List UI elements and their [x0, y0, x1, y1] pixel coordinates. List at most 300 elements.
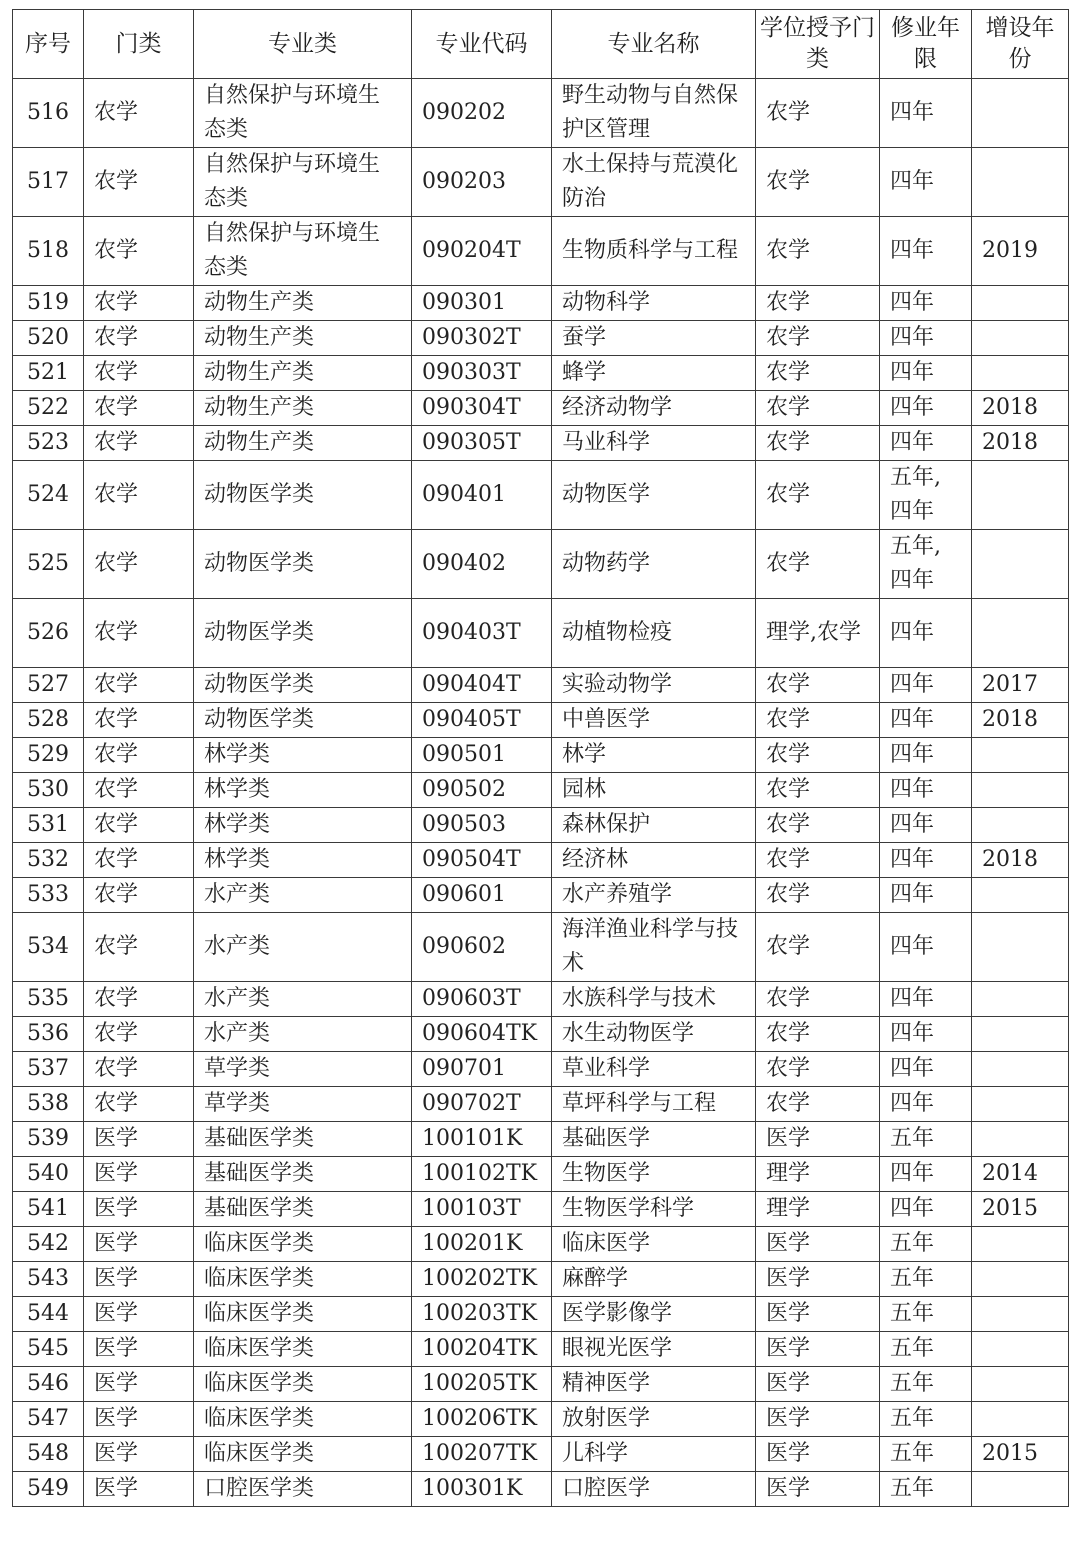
- cell-major-name: 麻醉学: [552, 1262, 756, 1297]
- cell-degree-category: 农学: [756, 1017, 880, 1052]
- cell-study-duration: 四年: [880, 878, 972, 913]
- cell-major-class: 动物医学类: [194, 530, 412, 599]
- cell-degree-category: 农学: [756, 843, 880, 878]
- cell-degree-category: 医学: [756, 1437, 880, 1472]
- cell-study-duration: 四年: [880, 773, 972, 808]
- table-row: [13, 1087, 1069, 1122]
- cell-degree-category: 农学: [756, 982, 880, 1017]
- cell-major-code: 100205TK: [412, 1367, 552, 1402]
- cell-degree-category: 农学: [756, 148, 880, 217]
- cell-year-added: [972, 1227, 1069, 1262]
- cell-major-class: 自然保护与环境生态类: [194, 148, 412, 217]
- table-row: [13, 1332, 1069, 1367]
- cell-major-name: 放射医学: [552, 1402, 756, 1437]
- cell-category: 农学: [84, 1017, 194, 1052]
- cell-year-added: [972, 982, 1069, 1017]
- cell-major-class: 林学类: [194, 738, 412, 773]
- cell-major-code: 090303T: [412, 356, 552, 391]
- header-major-class: 专业类: [194, 10, 412, 79]
- cell-category: 农学: [84, 1052, 194, 1087]
- cell-degree-category: 医学: [756, 1402, 880, 1437]
- cell-degree-category: 农学: [756, 286, 880, 321]
- cell-category: 农学: [84, 599, 194, 668]
- table-body: [13, 79, 1069, 1507]
- cell-major-code: 100204TK: [412, 1332, 552, 1367]
- cell-degree-category: 理学: [756, 1192, 880, 1227]
- cell-category: 农学: [84, 668, 194, 703]
- cell-serial-number: 519: [13, 286, 84, 321]
- cell-year-added: [972, 1017, 1069, 1052]
- cell-major-name: 精神医学: [552, 1367, 756, 1402]
- table-row: [13, 703, 1069, 738]
- header-degree-category: 学位授予门类: [756, 10, 880, 79]
- cell-year-added: [972, 321, 1069, 356]
- cell-category: 农学: [84, 461, 194, 530]
- cell-year-added: [972, 1052, 1069, 1087]
- cell-degree-category: 农学: [756, 356, 880, 391]
- cell-major-name: 蚕学: [552, 321, 756, 356]
- cell-serial-number: 523: [13, 426, 84, 461]
- cell-category: 农学: [84, 982, 194, 1017]
- table-row: [13, 1017, 1069, 1052]
- cell-major-class: 林学类: [194, 843, 412, 878]
- cell-major-code: 100207TK: [412, 1437, 552, 1472]
- cell-major-name: 动植物检疫: [552, 599, 756, 668]
- cell-major-code: 090701: [412, 1052, 552, 1087]
- cell-serial-number: 541: [13, 1192, 84, 1227]
- cell-major-code: 090204T: [412, 217, 552, 286]
- table-row: [13, 1262, 1069, 1297]
- cell-degree-category: 农学: [756, 1052, 880, 1087]
- cell-study-duration: 四年: [880, 703, 972, 738]
- cell-major-class: 动物生产类: [194, 286, 412, 321]
- cell-major-name: 医学影像学: [552, 1297, 756, 1332]
- table-row: [13, 79, 1069, 148]
- cell-serial-number: 530: [13, 773, 84, 808]
- cell-study-duration: 四年: [880, 286, 972, 321]
- cell-study-duration: 四年: [880, 1017, 972, 1052]
- cell-category: 医学: [84, 1227, 194, 1262]
- cell-study-duration: 四年: [880, 148, 972, 217]
- cell-study-duration: 四年: [880, 391, 972, 426]
- cell-degree-category: 农学: [756, 668, 880, 703]
- cell-year-added: 2018: [972, 843, 1069, 878]
- table-row: [13, 1367, 1069, 1402]
- cell-year-added: [972, 1297, 1069, 1332]
- cell-year-added: 2015: [972, 1437, 1069, 1472]
- table-row: [13, 843, 1069, 878]
- cell-major-code: 090401: [412, 461, 552, 530]
- header-year-added: 增设年份: [972, 10, 1069, 79]
- table-row: [13, 1157, 1069, 1192]
- table-row: [13, 1052, 1069, 1087]
- cell-major-class: 动物生产类: [194, 321, 412, 356]
- cell-major-code: 090604TK: [412, 1017, 552, 1052]
- cell-major-class: 草学类: [194, 1087, 412, 1122]
- cell-major-code: 090502: [412, 773, 552, 808]
- cell-degree-category: 医学: [756, 1472, 880, 1507]
- cell-category: 农学: [84, 356, 194, 391]
- cell-study-duration: 五年: [880, 1227, 972, 1262]
- cell-study-duration: 四年: [880, 1192, 972, 1227]
- cell-serial-number: 543: [13, 1262, 84, 1297]
- cell-major-name: 动物药学: [552, 530, 756, 599]
- cell-major-class: 水产类: [194, 982, 412, 1017]
- table-row: [13, 426, 1069, 461]
- cell-major-class: 水产类: [194, 913, 412, 982]
- table-row: [13, 599, 1069, 668]
- cell-category: 农学: [84, 148, 194, 217]
- cell-year-added: [972, 286, 1069, 321]
- cell-year-added: [972, 1332, 1069, 1367]
- cell-major-code: 090601: [412, 878, 552, 913]
- cell-category: 农学: [84, 808, 194, 843]
- cell-major-class: 自然保护与环境生态类: [194, 217, 412, 286]
- cell-year-added: [972, 530, 1069, 599]
- cell-degree-category: 医学: [756, 1332, 880, 1367]
- cell-major-name: 水产养殖学: [552, 878, 756, 913]
- cell-major-code: 090501: [412, 738, 552, 773]
- cell-category: 农学: [84, 738, 194, 773]
- cell-year-added: 2018: [972, 391, 1069, 426]
- cell-study-duration: 四年: [880, 843, 972, 878]
- table-row: [13, 148, 1069, 217]
- cell-major-name: 眼视光医学: [552, 1332, 756, 1367]
- cell-major-name: 蜂学: [552, 356, 756, 391]
- header-study-duration: 修业年限: [880, 10, 972, 79]
- cell-major-name: 草业科学: [552, 1052, 756, 1087]
- cell-major-code: 090403T: [412, 599, 552, 668]
- cell-serial-number: 527: [13, 668, 84, 703]
- cell-serial-number: 528: [13, 703, 84, 738]
- cell-major-name: 草坪科学与工程: [552, 1087, 756, 1122]
- cell-degree-category: 医学: [756, 1122, 880, 1157]
- cell-category: 农学: [84, 843, 194, 878]
- cell-year-added: 2019: [972, 217, 1069, 286]
- cell-major-class: 临床医学类: [194, 1367, 412, 1402]
- table-header-row: [13, 10, 1069, 79]
- cell-degree-category: 农学: [756, 530, 880, 599]
- cell-study-duration: 五年: [880, 1402, 972, 1437]
- cell-serial-number: 517: [13, 148, 84, 217]
- cell-major-name: 经济动物学: [552, 391, 756, 426]
- cell-study-duration: 四年: [880, 356, 972, 391]
- cell-serial-number: 537: [13, 1052, 84, 1087]
- cell-year-added: [972, 808, 1069, 843]
- cell-year-added: [972, 599, 1069, 668]
- table-row: [13, 738, 1069, 773]
- cell-serial-number: 520: [13, 321, 84, 356]
- cell-study-duration: 四年: [880, 426, 972, 461]
- cell-year-added: [972, 1087, 1069, 1122]
- cell-study-duration: 五年: [880, 1332, 972, 1367]
- cell-major-class: 自然保护与环境生态类: [194, 79, 412, 148]
- cell-serial-number: 518: [13, 217, 84, 286]
- majors-catalog-sheet: [12, 9, 1068, 1507]
- cell-study-duration: 五年,四年: [880, 530, 972, 599]
- table-row: [13, 1122, 1069, 1157]
- table-row: [13, 1192, 1069, 1227]
- cell-major-class: 水产类: [194, 1017, 412, 1052]
- cell-study-duration: 四年: [880, 913, 972, 982]
- cell-serial-number: 532: [13, 843, 84, 878]
- cell-category: 农学: [84, 391, 194, 426]
- table-row: [13, 808, 1069, 843]
- cell-category: 医学: [84, 1157, 194, 1192]
- cell-major-code: 090302T: [412, 321, 552, 356]
- cell-study-duration: 四年: [880, 1087, 972, 1122]
- cell-degree-category: 农学: [756, 738, 880, 773]
- cell-serial-number: 545: [13, 1332, 84, 1367]
- cell-year-added: [972, 1367, 1069, 1402]
- cell-year-added: [972, 356, 1069, 391]
- table-row: [13, 321, 1069, 356]
- cell-study-duration: 五年: [880, 1122, 972, 1157]
- cell-serial-number: 549: [13, 1472, 84, 1507]
- cell-serial-number: 531: [13, 808, 84, 843]
- cell-year-added: [972, 773, 1069, 808]
- cell-major-name: 实验动物学: [552, 668, 756, 703]
- header-major-name: 专业名称: [552, 10, 756, 79]
- cell-study-duration: 四年: [880, 217, 972, 286]
- cell-category: 农学: [84, 773, 194, 808]
- cell-major-name: 森林保护: [552, 808, 756, 843]
- table-row: [13, 1227, 1069, 1262]
- cell-major-class: 动物医学类: [194, 461, 412, 530]
- cell-major-name: 生物质科学与工程: [552, 217, 756, 286]
- cell-major-code: 090203: [412, 148, 552, 217]
- cell-study-duration: 四年: [880, 599, 972, 668]
- cell-year-added: [972, 878, 1069, 913]
- cell-study-duration: 四年: [880, 738, 972, 773]
- cell-category: 农学: [84, 530, 194, 599]
- cell-degree-category: 理学,农学: [756, 599, 880, 668]
- cell-degree-category: 农学: [756, 217, 880, 286]
- cell-major-name: 基础医学: [552, 1122, 756, 1157]
- cell-major-class: 临床医学类: [194, 1297, 412, 1332]
- cell-major-code: 090603T: [412, 982, 552, 1017]
- cell-major-code: 090402: [412, 530, 552, 599]
- cell-study-duration: 四年: [880, 1052, 972, 1087]
- cell-study-duration: 四年: [880, 982, 972, 1017]
- cell-major-code: 090702T: [412, 1087, 552, 1122]
- cell-major-name: 动物医学: [552, 461, 756, 530]
- cell-serial-number: 539: [13, 1122, 84, 1157]
- cell-serial-number: 540: [13, 1157, 84, 1192]
- cell-category: 医学: [84, 1472, 194, 1507]
- cell-major-name: 动物科学: [552, 286, 756, 321]
- cell-serial-number: 525: [13, 530, 84, 599]
- cell-category: 医学: [84, 1367, 194, 1402]
- cell-major-name: 园林: [552, 773, 756, 808]
- cell-major-name: 儿科学: [552, 1437, 756, 1472]
- cell-serial-number: 516: [13, 79, 84, 148]
- cell-study-duration: 五年: [880, 1297, 972, 1332]
- cell-major-class: 动物医学类: [194, 599, 412, 668]
- cell-major-class: 林学类: [194, 808, 412, 843]
- cell-study-duration: 五年: [880, 1367, 972, 1402]
- cell-study-duration: 五年: [880, 1262, 972, 1297]
- cell-major-class: 临床医学类: [194, 1332, 412, 1367]
- cell-study-duration: 四年: [880, 668, 972, 703]
- cell-major-class: 临床医学类: [194, 1227, 412, 1262]
- cell-category: 农学: [84, 913, 194, 982]
- cell-serial-number: 547: [13, 1402, 84, 1437]
- cell-major-name: 临床医学: [552, 1227, 756, 1262]
- majors-table: [12, 9, 1069, 1507]
- cell-category: 医学: [84, 1192, 194, 1227]
- cell-category: 农学: [84, 286, 194, 321]
- cell-degree-category: 农学: [756, 461, 880, 530]
- table-row: [13, 1472, 1069, 1507]
- cell-category: 农学: [84, 1087, 194, 1122]
- cell-year-added: [972, 79, 1069, 148]
- cell-major-code: 090301: [412, 286, 552, 321]
- cell-category: 医学: [84, 1332, 194, 1367]
- cell-degree-category: 医学: [756, 1227, 880, 1262]
- cell-year-added: 2018: [972, 426, 1069, 461]
- cell-major-name: 经济林: [552, 843, 756, 878]
- cell-category: 农学: [84, 217, 194, 286]
- table-row: [13, 878, 1069, 913]
- cell-major-class: 临床医学类: [194, 1262, 412, 1297]
- cell-major-name: 生物医学: [552, 1157, 756, 1192]
- cell-year-added: [972, 1262, 1069, 1297]
- cell-major-class: 基础医学类: [194, 1122, 412, 1157]
- cell-major-class: 草学类: [194, 1052, 412, 1087]
- table-row: [13, 461, 1069, 530]
- cell-major-class: 基础医学类: [194, 1157, 412, 1192]
- table-row: [13, 356, 1069, 391]
- cell-major-class: 临床医学类: [194, 1437, 412, 1472]
- cell-study-duration: 五年: [880, 1437, 972, 1472]
- cell-degree-category: 医学: [756, 1367, 880, 1402]
- cell-major-class: 基础医学类: [194, 1192, 412, 1227]
- cell-year-added: [972, 148, 1069, 217]
- cell-category: 农学: [84, 321, 194, 356]
- cell-year-added: [972, 913, 1069, 982]
- table-row: [13, 530, 1069, 599]
- cell-major-code: 100201K: [412, 1227, 552, 1262]
- cell-major-name: 口腔医学: [552, 1472, 756, 1507]
- cell-major-name: 水生动物医学: [552, 1017, 756, 1052]
- cell-study-duration: 四年: [880, 1157, 972, 1192]
- cell-year-added: 2018: [972, 703, 1069, 738]
- cell-serial-number: 538: [13, 1087, 84, 1122]
- cell-category: 医学: [84, 1402, 194, 1437]
- cell-major-code: 100301K: [412, 1472, 552, 1507]
- cell-major-class: 动物医学类: [194, 703, 412, 738]
- cell-category: 医学: [84, 1297, 194, 1332]
- cell-year-added: [972, 1402, 1069, 1437]
- header-major-code: 专业代码: [412, 10, 552, 79]
- cell-major-class: 水产类: [194, 878, 412, 913]
- cell-year-added: 2015: [972, 1192, 1069, 1227]
- cell-major-code: 100203TK: [412, 1297, 552, 1332]
- cell-major-code: 100101K: [412, 1122, 552, 1157]
- cell-degree-category: 农学: [756, 426, 880, 461]
- cell-major-code: 090202: [412, 79, 552, 148]
- cell-major-name: 海洋渔业科学与技术: [552, 913, 756, 982]
- table-row: [13, 391, 1069, 426]
- cell-degree-category: 医学: [756, 1297, 880, 1332]
- cell-study-duration: 四年: [880, 321, 972, 356]
- cell-degree-category: 农学: [756, 913, 880, 982]
- cell-serial-number: 521: [13, 356, 84, 391]
- cell-serial-number: 544: [13, 1297, 84, 1332]
- table-row: [13, 773, 1069, 808]
- table-row: [13, 286, 1069, 321]
- cell-major-class: 动物生产类: [194, 391, 412, 426]
- cell-category: 农学: [84, 878, 194, 913]
- cell-serial-number: 535: [13, 982, 84, 1017]
- cell-serial-number: 546: [13, 1367, 84, 1402]
- cell-serial-number: 534: [13, 913, 84, 982]
- cell-major-name: 中兽医学: [552, 703, 756, 738]
- cell-category: 医学: [84, 1122, 194, 1157]
- cell-degree-category: 农学: [756, 878, 880, 913]
- cell-degree-category: 理学: [756, 1157, 880, 1192]
- cell-study-duration: 四年: [880, 808, 972, 843]
- cell-major-name: 水族科学与技术: [552, 982, 756, 1017]
- cell-major-code: 090305T: [412, 426, 552, 461]
- cell-degree-category: 农学: [756, 1087, 880, 1122]
- cell-major-name: 水土保持与荒漠化防治: [552, 148, 756, 217]
- header-serial-number: 序号: [13, 10, 84, 79]
- cell-year-added: [972, 738, 1069, 773]
- cell-serial-number: 542: [13, 1227, 84, 1262]
- cell-category: 农学: [84, 426, 194, 461]
- cell-major-code: 090504T: [412, 843, 552, 878]
- cell-major-class: 动物生产类: [194, 426, 412, 461]
- cell-year-added: 2014: [972, 1157, 1069, 1192]
- cell-study-duration: 五年,四年: [880, 461, 972, 530]
- cell-major-code: 100103T: [412, 1192, 552, 1227]
- cell-serial-number: 533: [13, 878, 84, 913]
- table-row: [13, 1402, 1069, 1437]
- cell-study-duration: 四年: [880, 79, 972, 148]
- cell-serial-number: 522: [13, 391, 84, 426]
- cell-major-code: 100202TK: [412, 1262, 552, 1297]
- cell-category: 农学: [84, 79, 194, 148]
- cell-study-duration: 五年: [880, 1472, 972, 1507]
- header-category: 门类: [84, 10, 194, 79]
- cell-major-code: 090404T: [412, 668, 552, 703]
- table-row: [13, 1297, 1069, 1332]
- cell-major-code: 090304T: [412, 391, 552, 426]
- cell-serial-number: 526: [13, 599, 84, 668]
- cell-serial-number: 548: [13, 1437, 84, 1472]
- cell-major-name: 生物医学科学: [552, 1192, 756, 1227]
- cell-category: 农学: [84, 703, 194, 738]
- table-row: [13, 982, 1069, 1017]
- cell-category: 医学: [84, 1262, 194, 1297]
- table-row: [13, 668, 1069, 703]
- cell-major-name: 马业科学: [552, 426, 756, 461]
- cell-degree-category: 农学: [756, 321, 880, 356]
- cell-serial-number: 536: [13, 1017, 84, 1052]
- cell-category: 医学: [84, 1437, 194, 1472]
- cell-major-class: 动物生产类: [194, 356, 412, 391]
- cell-major-name: 林学: [552, 738, 756, 773]
- cell-year-added: [972, 1472, 1069, 1507]
- cell-major-class: 林学类: [194, 773, 412, 808]
- table-row: [13, 217, 1069, 286]
- cell-major-code: 090602: [412, 913, 552, 982]
- cell-major-class: 临床医学类: [194, 1402, 412, 1437]
- table-row: [13, 1437, 1069, 1472]
- cell-major-code: 090405T: [412, 703, 552, 738]
